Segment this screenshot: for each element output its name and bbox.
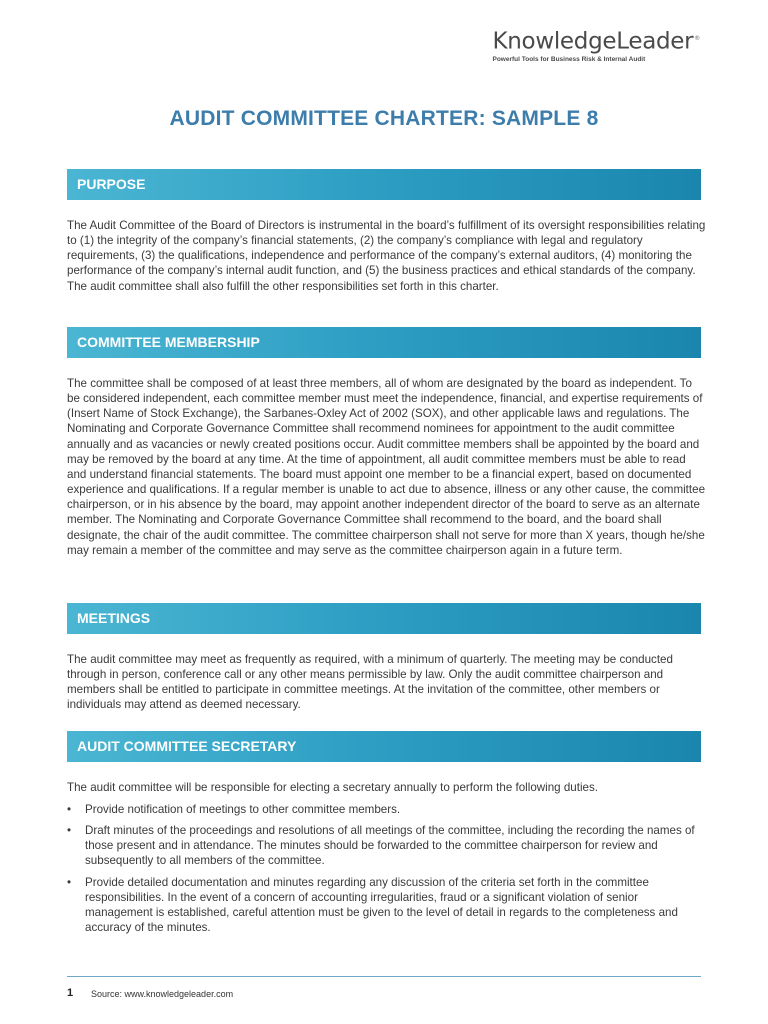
section-heading-purpose: PURPOSE [67,169,701,200]
footer-source: Source: www.knowledgeleader.com [91,989,234,999]
logo-registered-mark: ® [694,35,700,42]
secretary-duties-list [67,802,707,941]
page-title: AUDIT COMMITTEE CHARTER: SAMPLE 8 [169,107,599,130]
meetings-paragraph: The audit committee may meet as frequently as required, with a minimum of quarterly. The meeting may be conducted through in person, conference call or any other means permissible by law. Only the audit committee chairperson and members shall be entitled to participate in committee meetings. At the invitation of the committee, other members or individuals may attend as deemed necessary. [67,653,673,712]
secretary-intro-paragraph: The audit committee will be responsible for electing a secretary annually to perform the following duties. [67,781,599,794]
bullet-glyph: • [67,803,72,816]
bullet-glyph: • [67,824,72,838]
purpose-paragraph: The Audit Committee of the Board of Directors is instrumental in the board’s fulfillment of its oversight responsibilities relating to (1) the integrity of the company’s financial statements, (2) the company’s compliance with legal and regulatory requirements, (3) the qualifications, independence and performance of the company’s external auditors, (4) monitoring the performance of the company’s internal audit function, and (5) the business practices and ethical standards of the company. The audit committee shall also fulfill the other responsibilities set forth in this charter. [67,219,706,293]
section-heading-audit-committee-secretary: AUDIT COMMITTEE SECRETARY [67,731,701,762]
section-heading-committee-membership: COMMITTEE MEMBERSHIP [67,327,701,358]
list-item: • Draft minutes of the proceedings and resolutions of all meetings of the committee, including the recording the names of those present and in attendance. The minutes should be forwarded to the committee chairperson for review and subsequently to all members of the committee. [67,824,695,868]
membership-paragraph: The committee shall be composed of at least three members, all of whom are designated by the board as independent. To be considered independent, each committee member must meet the independence, financial, and expertise requirements of (Insert Name of Stock Exchange), the Sarbanes-Oxley Act of 2002 (SOX), and other applicable laws and regulations. The Nominating and Corporate Governance Committee shall recommend nominees for appointment to the audit committee annually and as vacancies or newly created positions occur. Audit committee members shall be appointed by the board and may be removed by the board at any time. At the time of appointment, all audit committee members must be able to read and understand financial statements. The board must appoint one member to be a financial expert, based on documented experience and qualifications. If a regular member is unable to act due to absence, illness or any other cause, the committee chairperson, or in his absence by the board, may appoint another independent director of the board to serve as an alternate member. The Nominating and Corporate Governance Committee shall recommend to the board, and the board shall designate, the chair of the audit committee. The committee chairperson shall not serve for more than X years, though he/she may remain a member of the committee and may serve as the committee chairperson again in a future term. [67,377,706,557]
page-number: 1 [67,987,74,999]
footer-divider [67,976,701,977]
section-heading-meetings: MEETINGS [67,603,701,634]
logo-tagline: Powerful Tools for Business Risk & Internal Audit [492,55,646,63]
logo-name: KnowledgeLeader [492,28,694,55]
list-item: • Provide notification of meetings to other committee members. [67,803,401,816]
knowledgeleader-logo [493,26,701,63]
bullet-glyph: • [67,875,72,889]
list-item: • Provide detailed documentation and minutes regarding any discussion of the criteria set forth in the committee responsibilities. In the event of a concern of accounting irregularities, fraud or a significant violation of senior management is established, careful attention must be given to the level of detail in regards to the completeness and accuracy of the minutes. [67,875,678,935]
